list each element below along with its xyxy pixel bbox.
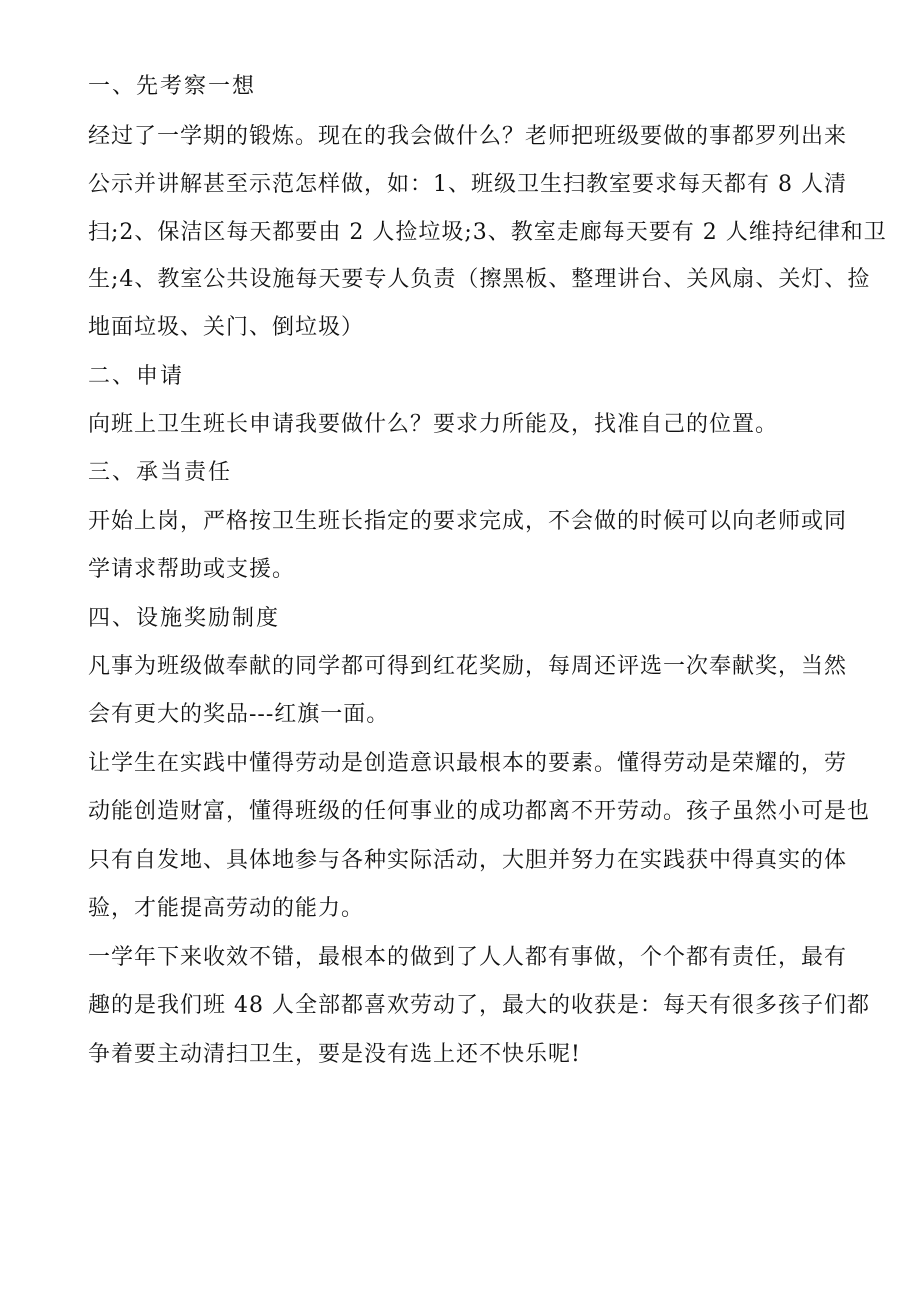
paragraph-line: 一学年下来收效不错，最根本的做到了人人都有事做，个个都有责任，最有 [88, 945, 848, 970]
paragraph-line: 动能创造财富，懂得班级的任何事业的成功都离不开劳动。孩子虽然小可是也 [88, 799, 871, 824]
section-heading: 三、承当责任 [88, 460, 233, 485]
paragraph-line: 会有更大的奖品---红旗一面。 [88, 702, 390, 727]
paragraph-line: 公示并讲解甚至示范怎样做，如：1、班级卫生扫教室要求每天都有 8 人清 [88, 172, 847, 197]
paragraph-line: 向班上卫生班长申请我要做什么？要求力所能及，找准自己的位置。 [88, 412, 779, 437]
paragraph-line: 趣的是我们班 48 人全部都喜欢劳动了，最大的收获是：每天有很多孩子们都 [88, 993, 870, 1018]
section-heading: 一、先考察一想 [88, 74, 257, 99]
paragraph-line: 验，才能提高劳动的能力。 [88, 896, 365, 921]
paragraph-line: 开始上岗，严格按卫生班长指定的要求完成，不会做的时候可以向老师或同 [88, 509, 848, 534]
paragraph-line: 只有自发地、具体地参与各种实际活动，大胆并努力在实践获中得真实的体 [88, 848, 848, 873]
section-heading: 四、设施奖励制度 [88, 606, 281, 631]
paragraph-line: 经过了一学期的锻炼。现在的我会做什么？老师把班级要做的事都罗列出来 [88, 124, 848, 149]
section-heading: 二、申请 [88, 364, 185, 389]
paragraph-line: 凡事为班级做奉献的同学都可得到红花奖励，每周还评选一次奉献奖，当然 [88, 654, 848, 679]
paragraph-line: 让学生在实践中懂得劳动是创造意识最根本的要素。懂得劳动是荣耀的，劳 [88, 751, 848, 776]
paragraph-line: 生;4、教室公共设施每天要专人负责（擦黑板、整理讲台、关风扇、关灯、捡 [88, 267, 871, 292]
paragraph-line: 扫;2、保洁区每天都要由 2 人捡垃圾;3、教室走廊每天要有 2 人维持纪律和卫 [88, 220, 887, 245]
paragraph-line: 争着要主动清扫卫生，要是没有选上还不快乐呢! [88, 1042, 581, 1067]
paragraph-line: 地面垃圾、关门、倒垃圾） [88, 315, 365, 340]
paragraph-line: 学请求帮助或支援。 [88, 557, 296, 582]
